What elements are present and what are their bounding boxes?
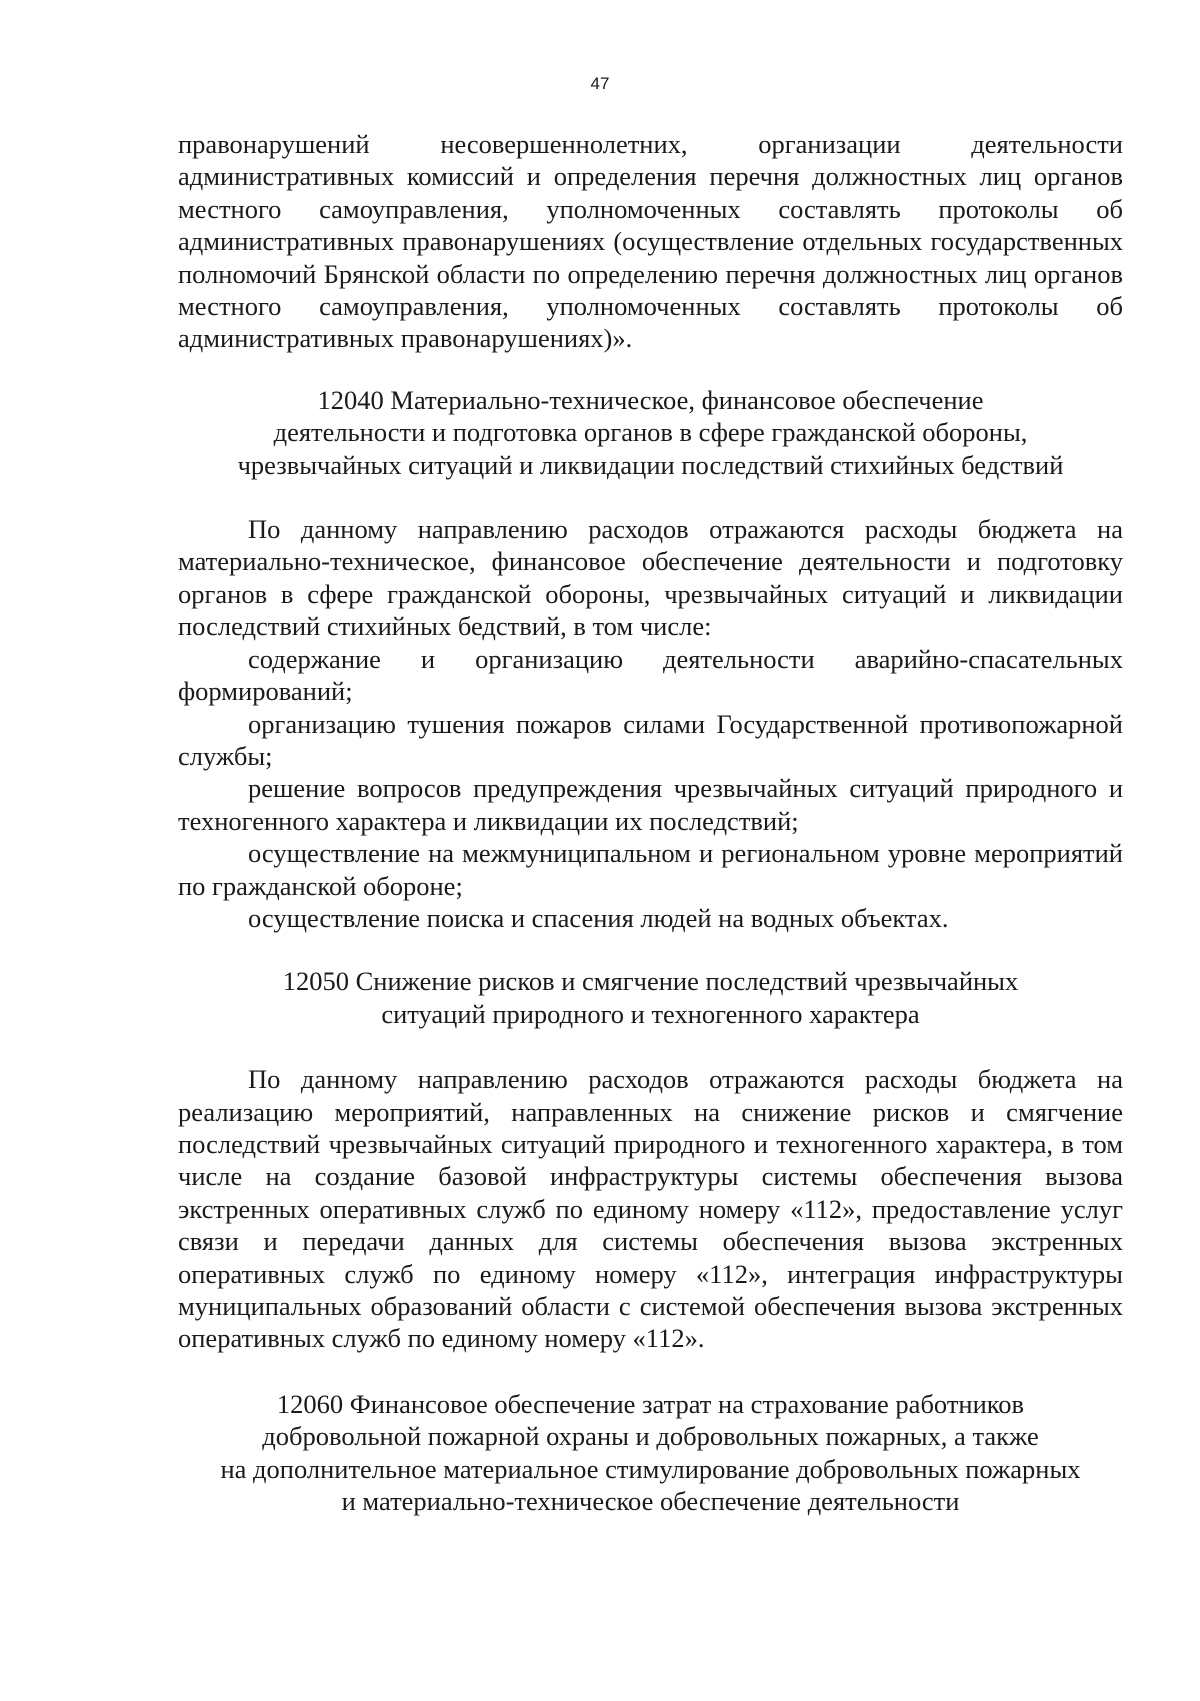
section-12050-paragraph: По данному направлению расходов отражаются расходы бюджета на реализацию мероприятий, направленных на снижение рисков и смягчение последствий чрезвычайных ситуаций природного и техногенного характера, в том числе на создание базовой инфраструктуры системы обеспечения вызова экстренных оперативных служб по единому номеру «112», предоставление услуг связи и передачи данных для системы обеспечения вызова экстренных оперативных служб по единому номеру «112», интеграция инфраструктуры муниципальных образований области с системой обеспечения вызова экстренных оперативных служб по единому номеру «112». (178, 1064, 1123, 1354)
document-body (178, 128, 1123, 1517)
heading-line: 12050 Снижение рисков и смягчение последствий чрезвычайных (282, 966, 1019, 997)
heading-line: деятельности и подготовка органов в сфере гражданской обороны, (273, 417, 1028, 448)
heading-line: ситуаций природного и техногенного характера (381, 998, 920, 1029)
section-12050-heading (178, 965, 1123, 1030)
heading-line: 12060 Финансовое обеспечение затрат на страхование работников (276, 1388, 1025, 1419)
section-12040-list-item: содержание и организацию деятельности аварийно-спасательных формирований; (178, 643, 1123, 707)
section-12040-list-item: осуществление на межмуниципальном и региональном уровне мероприятий по гражданской обороне; (178, 838, 1123, 901)
section-12040-list-item: осуществление поиска и спасения людей на водных объектах. (248, 902, 949, 933)
page-number: 47 (590, 74, 610, 93)
section-12040-list-item: организацию тушения пожаров силами Государственной противопожарной службы; (178, 708, 1123, 771)
heading-line: 12040 Материально-техническое, финансовое обеспечение (317, 384, 984, 415)
heading-line: и материально-техническое обеспечение деятельности (341, 1486, 960, 1517)
section-12060-heading (178, 1388, 1123, 1518)
heading-line: на дополнительное материальное стимулирование добровольных пожарных (220, 1453, 1081, 1484)
heading-line: добровольной пожарной охраны и добровольных пожарных, а также (262, 1421, 1039, 1452)
section-12040-heading (178, 384, 1123, 481)
heading-line: чрезвычайных ситуаций и ликвидации последствий стихийных бедствий (237, 449, 1064, 480)
section-12040-paragraph: По данному направлению расходов отражаются расходы бюджета на материально-техническое, финансовое обеспечение деятельности и подготовку органов в сфере гражданской обороны, чрезвычайных ситуаций и ликвидации последствий стихийных бедствий, в том числе: (178, 514, 1123, 642)
intro-paragraph: правонарушений несовершеннолетних, организации деятельности административных комиссий и определения перечня должностных лиц органов местного самоуправления, уполномоченных составлять протоколы об административных правонарушениях (осуществление отдельных государственных полномочий Брянской области по определению перечня должностных лиц органов местного самоуправления, уполномоченных составлять протоколы об административных правонарушениях)». (178, 129, 1123, 354)
section-12040-list-item: решение вопросов предупреждения чрезвычайных ситуаций природного и техногенного характера и ликвидации их последствий; (178, 773, 1123, 836)
